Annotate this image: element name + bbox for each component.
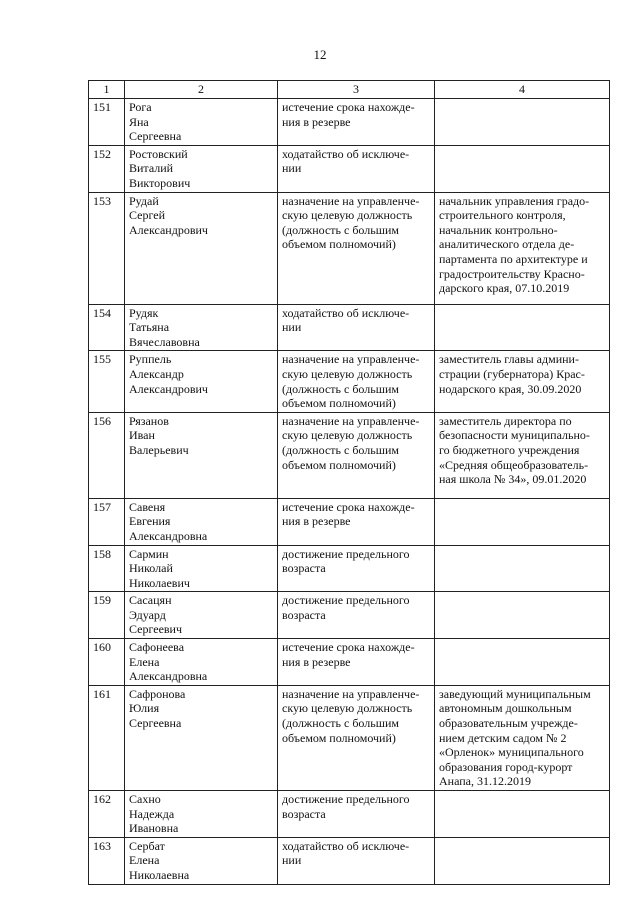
exclusion-reason: назначение на управленче- скую целевую должность (должность с большим объемом полномочий) [278,351,435,412]
exclusion-reason: истечение срока нахожде- ния в резерве [278,99,435,146]
exclusion-reason: назначение на управленче- скую целевую должность (должность с большим объемом полномочий) [278,412,435,498]
table-header-row [89,81,610,99]
person-name: Сасацян Эдуард Сергеевич [125,592,278,639]
person-name: Сахно Надежда Ивановна [125,791,278,838]
table-row [89,837,610,884]
exclusion-reason: истечение срока нахожде- ния в резерве [278,498,435,545]
table-row [89,592,610,639]
column-header-4: 4 [435,81,610,99]
row-number: 163 [89,837,125,884]
row-number: 153 [89,192,125,304]
exclusion-reason: достижение предельного возраста [278,791,435,838]
person-name: Ростовский Виталий Викторович [125,145,278,192]
person-name: Рязанов Иван Валерьевич [125,412,278,498]
reserve-table [88,80,610,885]
table-row [89,304,610,351]
table-body [89,99,610,885]
table-row [89,192,610,304]
appointed-position [435,592,610,639]
table-row [89,685,610,790]
person-name: Сармин Николай Николаевич [125,545,278,592]
person-name: Руппель Александр Александрович [125,351,278,412]
appointed-position: заместитель директора по безопасности муниципально- го бюджетного учреждения «Средняя общеобразователь- ная школа № 34», 09.01.2020 [435,412,610,498]
column-header-3: 3 [278,81,435,99]
appointed-position [435,791,610,838]
person-name: Савеня Евгения Александровна [125,498,278,545]
exclusion-reason: ходатайство об исключе- нии [278,304,435,351]
appointed-position [435,145,610,192]
person-name: Рудяк Татьяна Вячеславовна [125,304,278,351]
row-number: 162 [89,791,125,838]
person-name: Сафронова Юлия Сергеевна [125,685,278,790]
exclusion-reason: достижение предельного возраста [278,545,435,592]
person-name: Рудай Сергей Александрович [125,192,278,304]
exclusion-reason: истечение срока нахожде- ния в резерве [278,639,435,686]
exclusion-reason: назначение на управленче- скую целевую должность (должность с большим объемом полномочий) [278,192,435,304]
row-number: 159 [89,592,125,639]
appointed-position: заведующий муниципальным автономным дошкольным образовательным учрежде- нием детским садом № 2 «Орленок» муниципального образования город-курорт Анапа, 31.12.2019 [435,685,610,790]
appointed-position [435,545,610,592]
row-number: 158 [89,545,125,592]
table-row [89,545,610,592]
table-row [89,351,610,412]
column-header-2: 2 [125,81,278,99]
person-name: Рога Яна Сергеевна [125,99,278,146]
row-number: 152 [89,145,125,192]
row-number: 161 [89,685,125,790]
row-number: 151 [89,99,125,146]
table-row [89,412,610,498]
column-header-1: 1 [89,81,125,99]
row-number: 156 [89,412,125,498]
table-row [89,99,610,146]
appointed-position [435,304,610,351]
row-number: 160 [89,639,125,686]
appointed-position [435,99,610,146]
appointed-position [435,837,610,884]
appointed-position: заместитель главы админи- страции (губернатора) Крас- нодарского края, 30.09.2020 [435,351,610,412]
exclusion-reason: достижение предельного возраста [278,592,435,639]
row-number: 155 [89,351,125,412]
table-row [89,639,610,686]
table-row [89,498,610,545]
row-number: 154 [89,304,125,351]
person-name: Сербат Елена Николаевна [125,837,278,884]
appointed-position: начальник управления градо- строительного контроля, начальник контрольно- аналитического отдела де- партамента по архитектуре и градостроительству Красно- дарского края, 07.10.2019 [435,192,610,304]
page-number: 12 [313,47,327,62]
exclusion-reason: назначение на управленче- скую целевую должность (должность с большим объемом полномочий) [278,685,435,790]
appointed-position [435,498,610,545]
appointed-position [435,639,610,686]
person-name: Сафонеева Елена Александровна [125,639,278,686]
table-row [89,791,610,838]
row-number: 157 [89,498,125,545]
table-row [89,145,610,192]
exclusion-reason: ходатайство об исключе- нии [278,837,435,884]
exclusion-reason: ходатайство об исключе- нии [278,145,435,192]
